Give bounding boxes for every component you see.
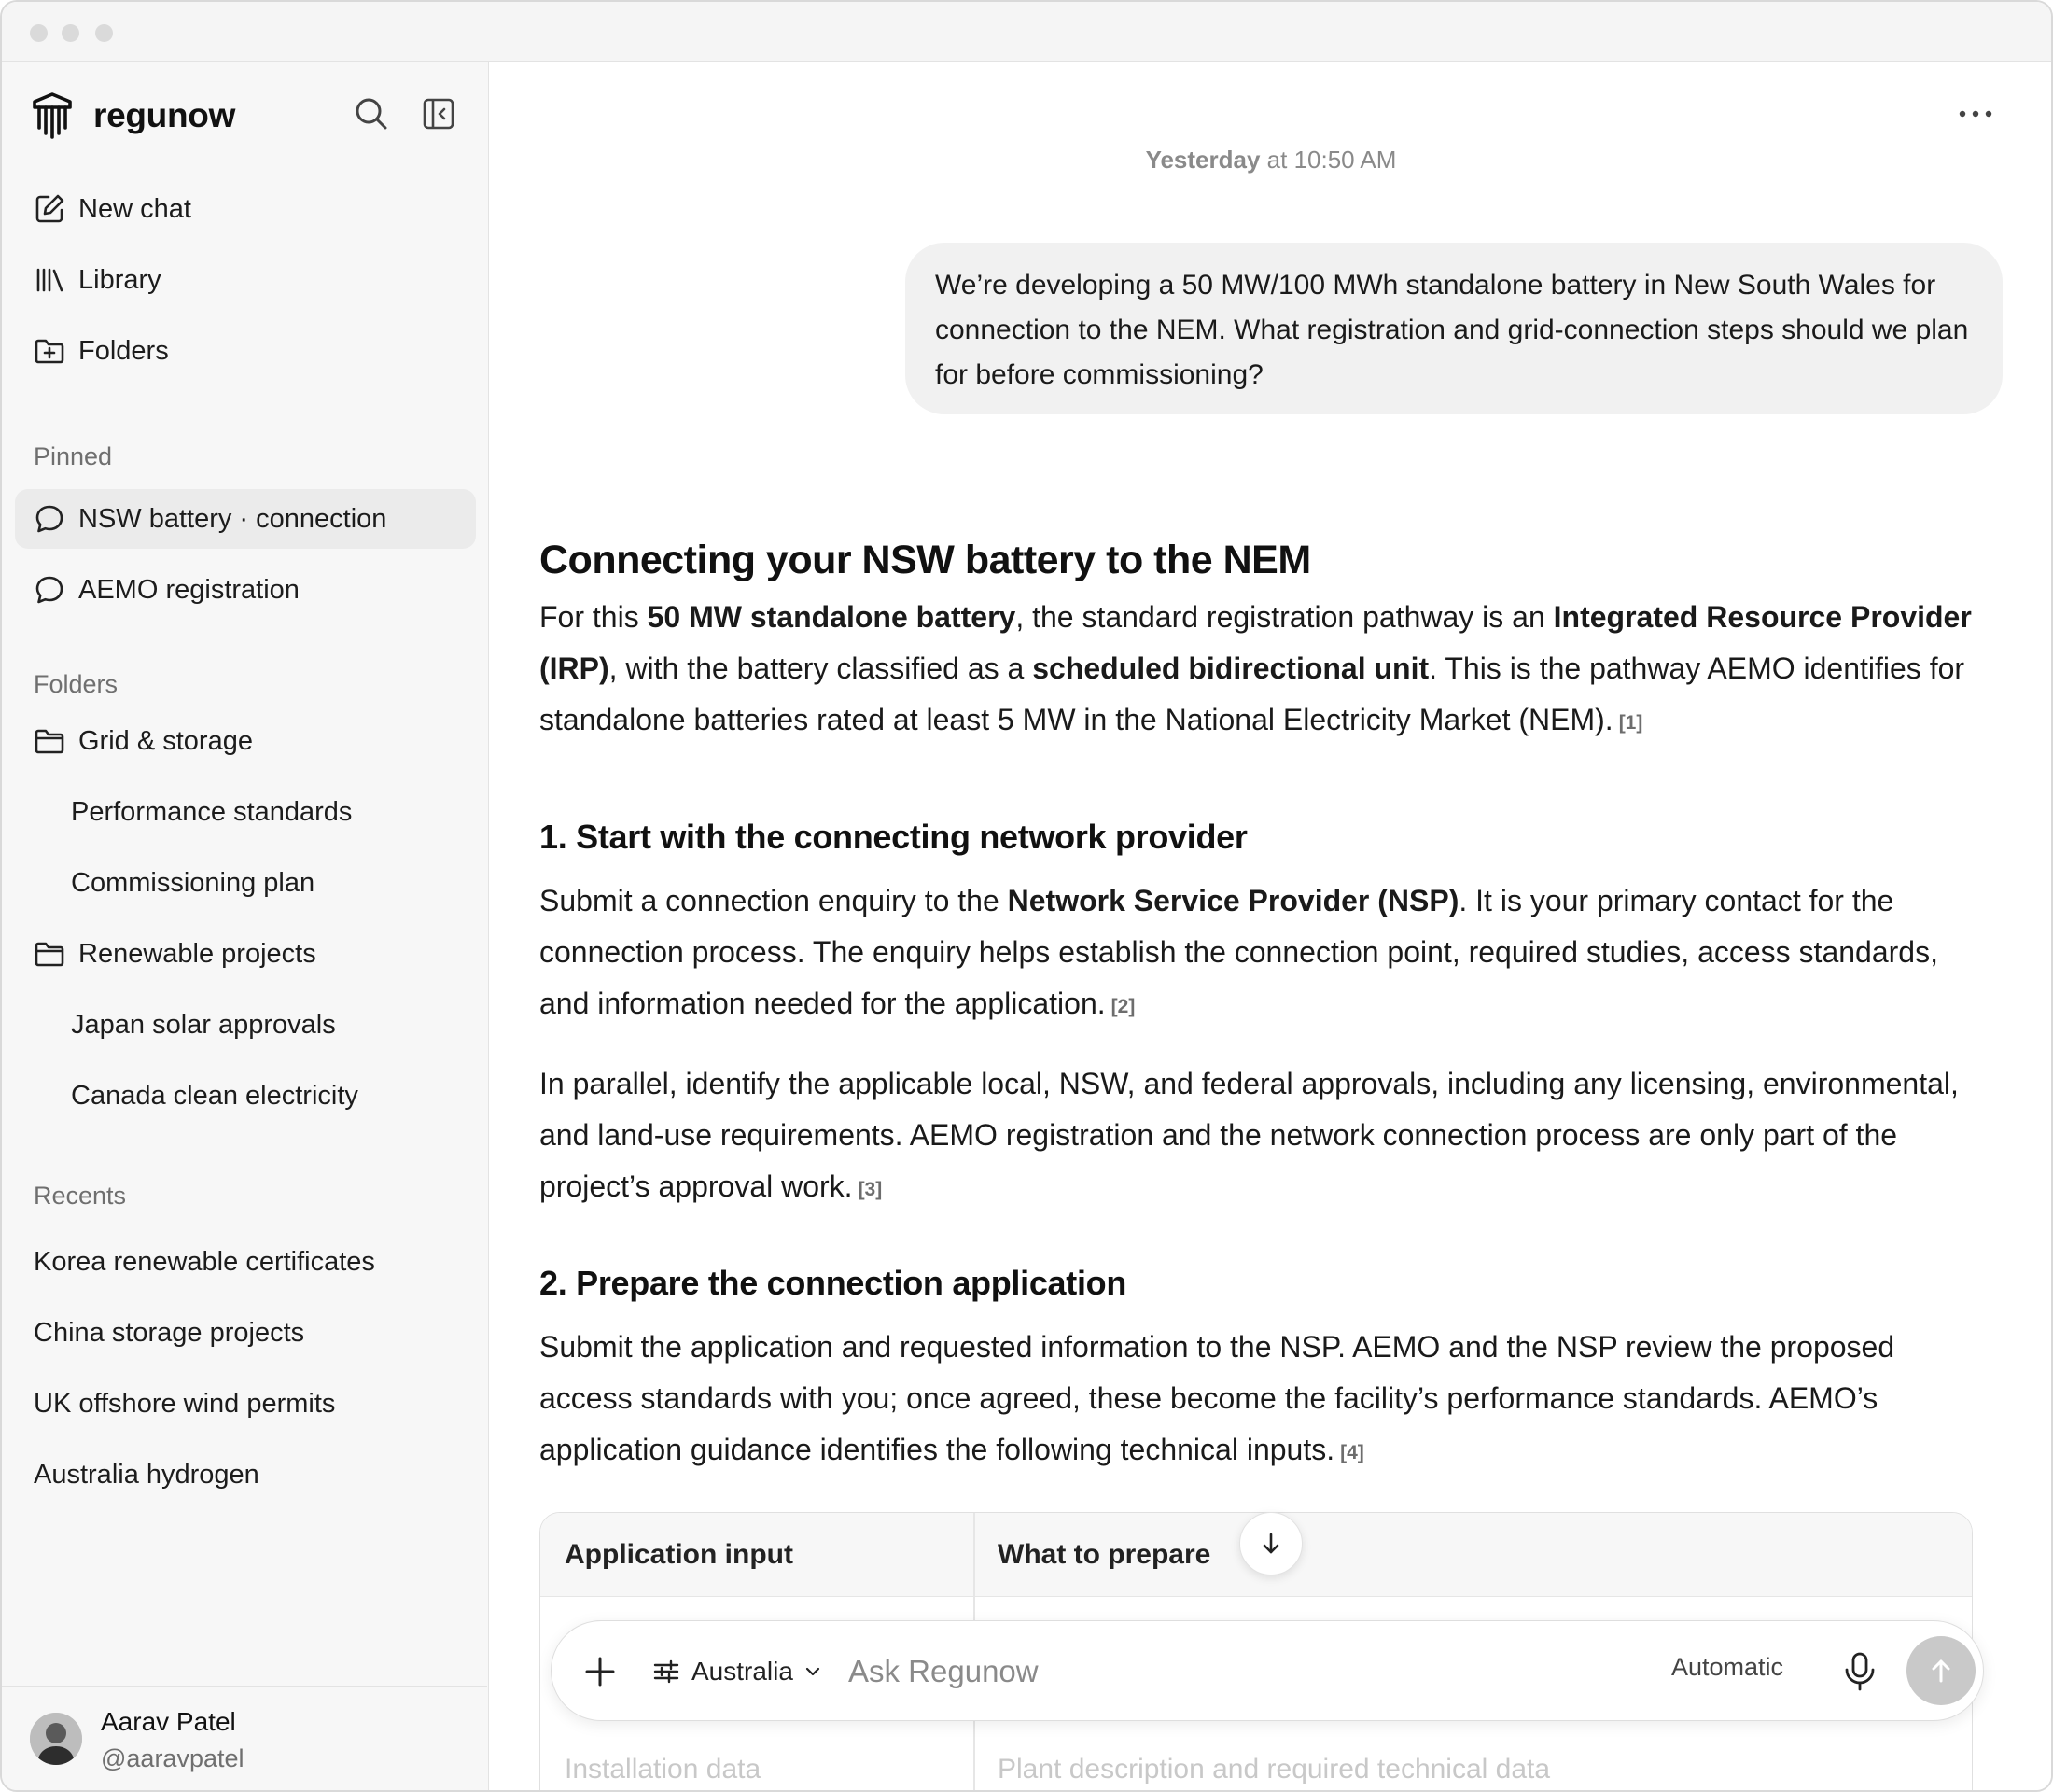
folder-plus-icon — [34, 335, 65, 367]
paragraph-text: . It is your primary contact for the connection process. The enquiry helps establish the connection point, required studies, access standards, and information needed for the application. — [539, 884, 1938, 1020]
citation-link[interactable]: [2] — [1110, 996, 1136, 1017]
intro-text: , the standard registration pathway is an — [1015, 600, 1554, 634]
folder-chat-label: Commissioning plan — [71, 867, 315, 898]
recent-chat[interactable] — [15, 1445, 476, 1505]
intro-bold: 50 MW standalone battery — [647, 600, 1016, 634]
sliders-icon — [652, 1658, 680, 1686]
message-composer — [551, 1620, 1984, 1721]
folders-label: Folders — [78, 335, 169, 366]
chat-bubble-icon — [34, 503, 65, 535]
brand[interactable] — [32, 88, 235, 144]
section-heading: 1. Start with the connecting network provider — [539, 818, 1248, 856]
new-chat-label: New chat — [78, 193, 191, 224]
profile-handle: @aaravpatel — [101, 1744, 244, 1772]
folder-chat-commissioning-plan[interactable] — [15, 853, 476, 913]
paragraph-text: In parallel, identify the applicable local, NSW, and federal approvals, including any licensing, environmental, and land-use requirements. AEMO registration and the network connection process are only part of the project’s approval work. — [539, 1067, 1959, 1203]
table-cell: Installation data — [565, 1754, 761, 1785]
intro-text: . This is the pathway AEMO identifies for standalone batteries rated at least 5 MW in the National Electricity Market (NEM). — [539, 651, 1965, 736]
folders-button[interactable] — [15, 321, 476, 381]
ask-input[interactable] — [848, 1644, 1539, 1700]
attach-plus-icon[interactable] — [578, 1649, 622, 1694]
sidebar — [2, 62, 489, 1792]
jurisdiction-label: Australia — [691, 1657, 793, 1686]
new-chat-button[interactable] — [15, 179, 476, 239]
scroll-to-bottom-button[interactable] — [1239, 1512, 1303, 1575]
maximize-window-button[interactable] — [95, 24, 113, 42]
section-heading: 2. Prepare the connection application — [539, 1264, 1127, 1302]
recent-chat-label: UK offshore wind permits — [34, 1388, 336, 1419]
more-options-icon[interactable] — [1952, 95, 1999, 133]
recent-chat[interactable] — [15, 1374, 476, 1434]
answer-title: Connecting your NSW battery to the NEM — [539, 538, 1311, 582]
folder-chat-label: Japan solar approvals — [71, 1009, 336, 1040]
folder-renewable-projects[interactable] — [15, 924, 476, 984]
paragraph-bold: Network Service Provider (NSP) — [1007, 884, 1459, 917]
recent-chat-label: China storage projects — [34, 1317, 305, 1348]
recents-section-label: Recents — [34, 1182, 127, 1210]
user-message-bubble: We’re developing a 50 MW/100 MWh standalone battery in New South Wales for connection to the NEM. What registration and grid-connection steps should we plan for before commissioning? — [905, 243, 2003, 414]
library-button[interactable] — [15, 250, 476, 310]
chevron-down-icon — [803, 1661, 823, 1682]
answer-paragraph — [539, 1058, 1976, 1215]
folders-section-label: Folders — [34, 670, 119, 698]
folder-chat-canada-clean-electricity[interactable] — [15, 1066, 476, 1126]
send-button[interactable] — [1906, 1636, 1976, 1705]
answer-intro-paragraph — [539, 592, 1976, 749]
jurisdiction-selector[interactable] — [652, 1647, 823, 1696]
folder-label: Grid & storage — [78, 725, 253, 756]
intro-bold: scheduled bidirectional unit — [1032, 651, 1430, 685]
recent-chat[interactable] — [15, 1232, 476, 1292]
pinned-section-label: Pinned — [34, 442, 113, 470]
pinned-chat-label: NSW battery · connection — [78, 503, 387, 534]
search-icon[interactable] — [351, 93, 392, 134]
recent-chat[interactable] — [15, 1303, 476, 1363]
folder-icon — [34, 938, 65, 970]
chat-bubble-icon — [34, 574, 65, 606]
citation-link[interactable]: [3] — [858, 1179, 883, 1200]
edit-icon — [34, 193, 65, 225]
recent-chat-label: Australia hydrogen — [34, 1459, 259, 1490]
app-name: regunow — [93, 96, 236, 134]
folder-icon — [34, 725, 65, 757]
recent-chat-label: Korea renewable certificates — [34, 1246, 375, 1277]
close-window-button[interactable] — [30, 24, 48, 42]
pinned-chat-nsw-battery[interactable] — [15, 489, 476, 549]
intro-text: For this — [539, 600, 648, 634]
title-bar — [2, 2, 2051, 62]
table-header-cell: Application input — [565, 1539, 793, 1570]
pinned-chat-label: AEMO registration — [78, 574, 300, 605]
arrow-down-icon — [1256, 1529, 1286, 1559]
paragraph-text: Submit the application and requested information to the NSP. AEMO and the NSP review the proposed access standards with you; once agreed, these become the facility’s performance standards. AEMO’s application guidance identifies the following technical inputs. — [539, 1330, 1895, 1466]
arrow-up-icon — [1925, 1655, 1957, 1687]
pinned-chat-aemo-registration[interactable] — [15, 560, 476, 620]
minimize-window-button[interactable] — [62, 24, 79, 42]
message-timestamp — [489, 146, 2053, 175]
library-icon — [34, 264, 65, 296]
folder-chat-performance-standards[interactable] — [15, 782, 476, 842]
collapse-sidebar-icon[interactable] — [418, 93, 459, 134]
intro-bold: Integrated Resource Provider (IRP) — [539, 600, 1972, 685]
timestamp-day: Yesterday — [1145, 146, 1261, 174]
answer-paragraph — [539, 875, 1976, 1032]
folder-chat-japan-solar-approvals[interactable] — [15, 995, 476, 1055]
citation-link[interactable]: [4] — [1340, 1442, 1364, 1463]
table-cell: Plant description and required technical data — [998, 1754, 1551, 1785]
citation-link[interactable]: [1] — [1618, 712, 1643, 734]
timestamp-time: at 10:50 AM — [1260, 146, 1397, 174]
chat-main — [489, 62, 2053, 1792]
profile-name: Aarav Patel — [101, 1707, 236, 1736]
avatar — [30, 1713, 82, 1765]
answer-paragraph — [539, 1322, 1976, 1478]
paragraph-text: Submit a connection enquiry to the — [539, 884, 1008, 917]
regunow-logo-icon — [32, 92, 73, 139]
model-mode-selector[interactable]: Automatic — [1671, 1653, 1784, 1681]
folder-chat-label: Canada clean electricity — [71, 1080, 358, 1111]
folder-grid-storage[interactable] — [15, 711, 476, 771]
folder-chat-label: Performance standards — [71, 796, 353, 827]
intro-text: , with the battery classified as a — [608, 651, 1033, 685]
table-header-cell: What to prepare — [998, 1539, 1211, 1570]
folder-label: Renewable projects — [78, 938, 316, 969]
microphone-icon[interactable] — [1836, 1647, 1884, 1696]
library-label: Library — [78, 264, 161, 295]
user-profile[interactable] — [2, 1686, 487, 1792]
